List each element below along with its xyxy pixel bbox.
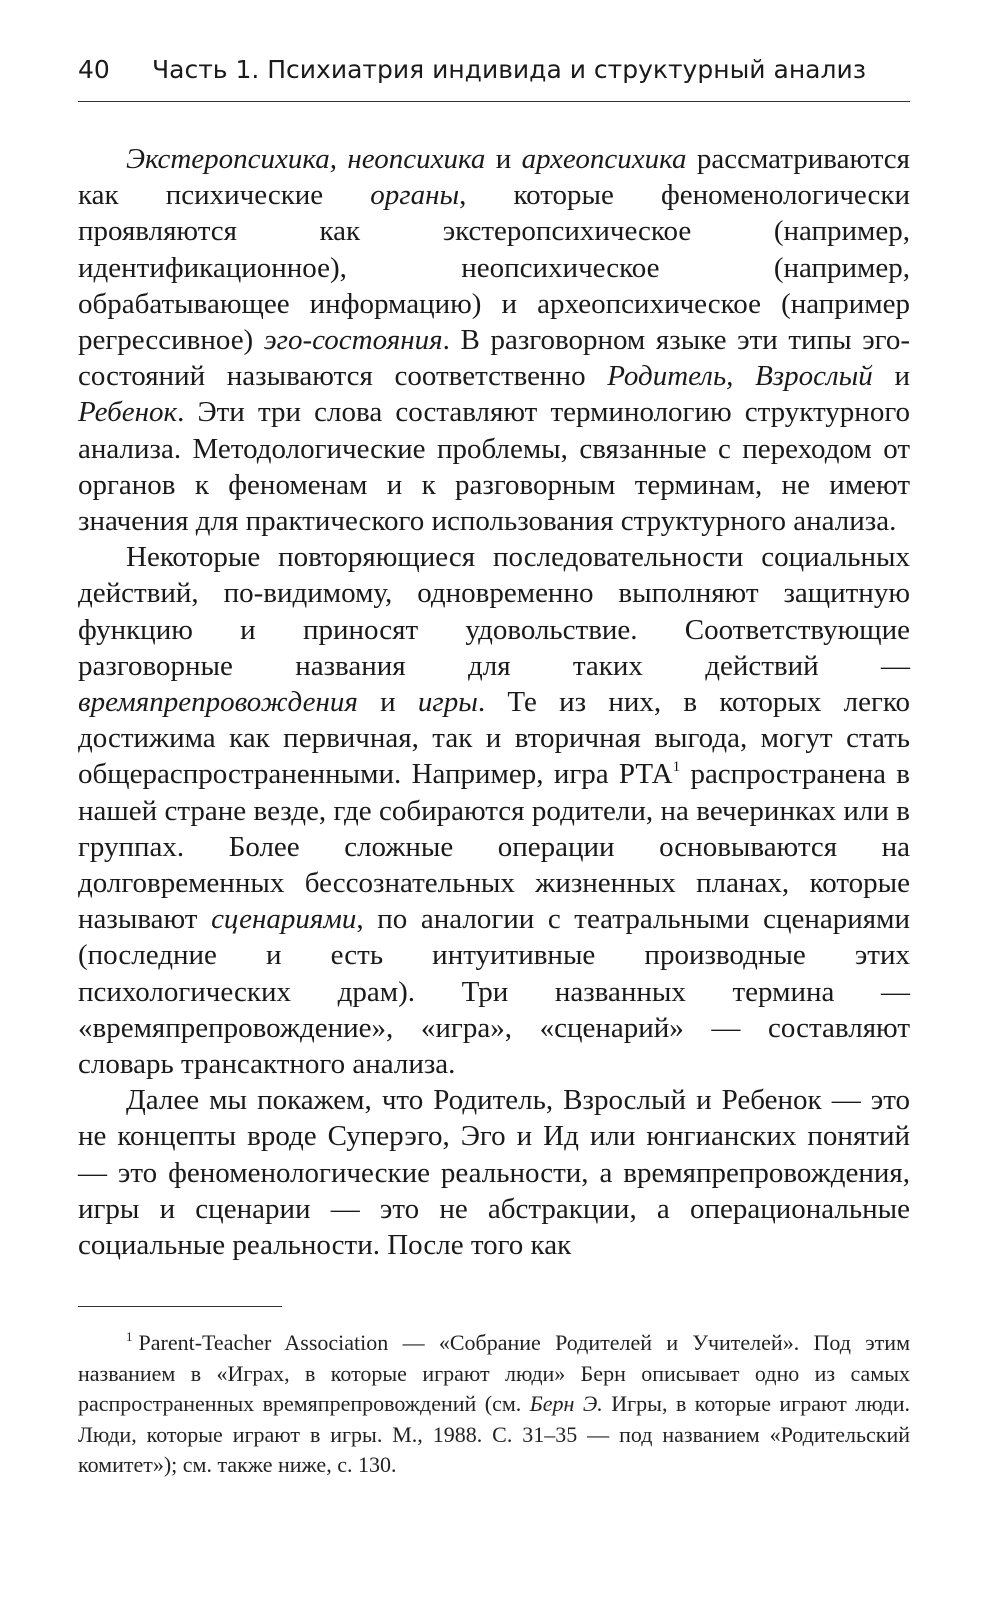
text-run: . В разговорном языке эти типы эго-состояний называются соответственно — [78, 324, 910, 393]
footnote-reference[interactable]: 1 — [672, 759, 681, 776]
running-title: Часть 1. Психиатрия индивида и структурный анализ — [152, 55, 867, 84]
term-scripts: сценариями — [211, 903, 357, 936]
page-number: 40 — [78, 55, 110, 84]
footnote-author: Берн Э. — [529, 1391, 603, 1416]
paragraph-2 — [78, 539, 910, 1082]
footnote — [78, 1328, 910, 1481]
term-parent-adult: Родитель, Взрослый — [607, 360, 873, 393]
text-run: . Те из них, в которых легко достижима как первичная, так и вторичная выгода, могут стать общераспространенными. Например, игра РТА — [78, 686, 910, 791]
text-run: Некоторые повторяющиеся последовательности социальных действий, по-видимому, одновременно выполняют защитную функцию и приносят удовольствие. Соответствующие разговорные названия для таких действий — — [78, 541, 910, 682]
footnote-rule — [78, 1306, 282, 1307]
term-exteropsyche: Экстеропсихика, неопсихика — [126, 143, 486, 175]
text-run: распространена в нашей стране везде, где собираются родители, на вечеринках или в группах. Более сложные операции основываются на долговременных бессознательных жизненных планах, которые называют — [78, 758, 910, 936]
text-run: Игры, в которые играют люди. Люди, которые играют в игры. М., 1988. С. 31–35 — под названием «Родительский комитет»); см. также ниже, с. 130. — [78, 1391, 910, 1477]
term-archaeopsyche: археопсихика — [521, 143, 687, 175]
header-rule — [78, 101, 910, 102]
paragraph-1 — [78, 141, 910, 539]
text-run: и — [485, 143, 522, 175]
footnote-mark: 1 — [126, 1329, 133, 1344]
text-run: и — [872, 360, 910, 393]
text-run: Далее мы покажем, что Родитель, Взрослый и Ребенок — это не концепты вроде Суперэго, Эго и Ид или юнгианских понятий — это феноменологические реальности, а времяпрепровождения, игры и сценарии — это не абстракции, а операциональные социальные реальности. После того как — [78, 1084, 910, 1262]
term-games: игры — [417, 686, 478, 719]
text-run: , по аналогии с театральными сценариями (последние и есть интуитивные производные этих психологических драм). Три названных термина — «времяпрепровождение», «игра», «сценарий» — составляют словарь трансактного анализа. — [78, 903, 910, 1081]
term-pastimes: времяпрепровождения — [78, 686, 358, 719]
term-child: Ребенок — [78, 396, 178, 429]
main-text — [78, 141, 910, 1263]
text-run: Parent-Teacher Association — «Собрание Родителей и Учителей». Под этим названием в «Играх, в которые играют люди» Берн описывает одно из самых распространенных времяпрепровождений (см. — [78, 1330, 910, 1416]
text-run: , которые феноменологически проявляются как экстеропсихическое (например, идентификационное), неопсихическое (например, обрабатывающее информацию) и археопсихическое (например регрессивное) — [78, 179, 910, 357]
term-organs: органы — [370, 179, 460, 212]
running-header — [78, 52, 908, 88]
text-run: . Эти три слова составляют терминологию структурного анализа. Методологические проблемы, связанные с переходом от органов к феноменам и к разговорным терминам, не имеют значения для практического использования структурного анализа. — [78, 396, 910, 538]
footnote-text — [78, 1328, 910, 1481]
text-run: рассматриваются как психические — [78, 143, 911, 212]
text-run: и — [357, 686, 418, 719]
term-ego-states: эго-состояния — [263, 324, 443, 357]
paragraph-3 — [78, 1082, 910, 1263]
